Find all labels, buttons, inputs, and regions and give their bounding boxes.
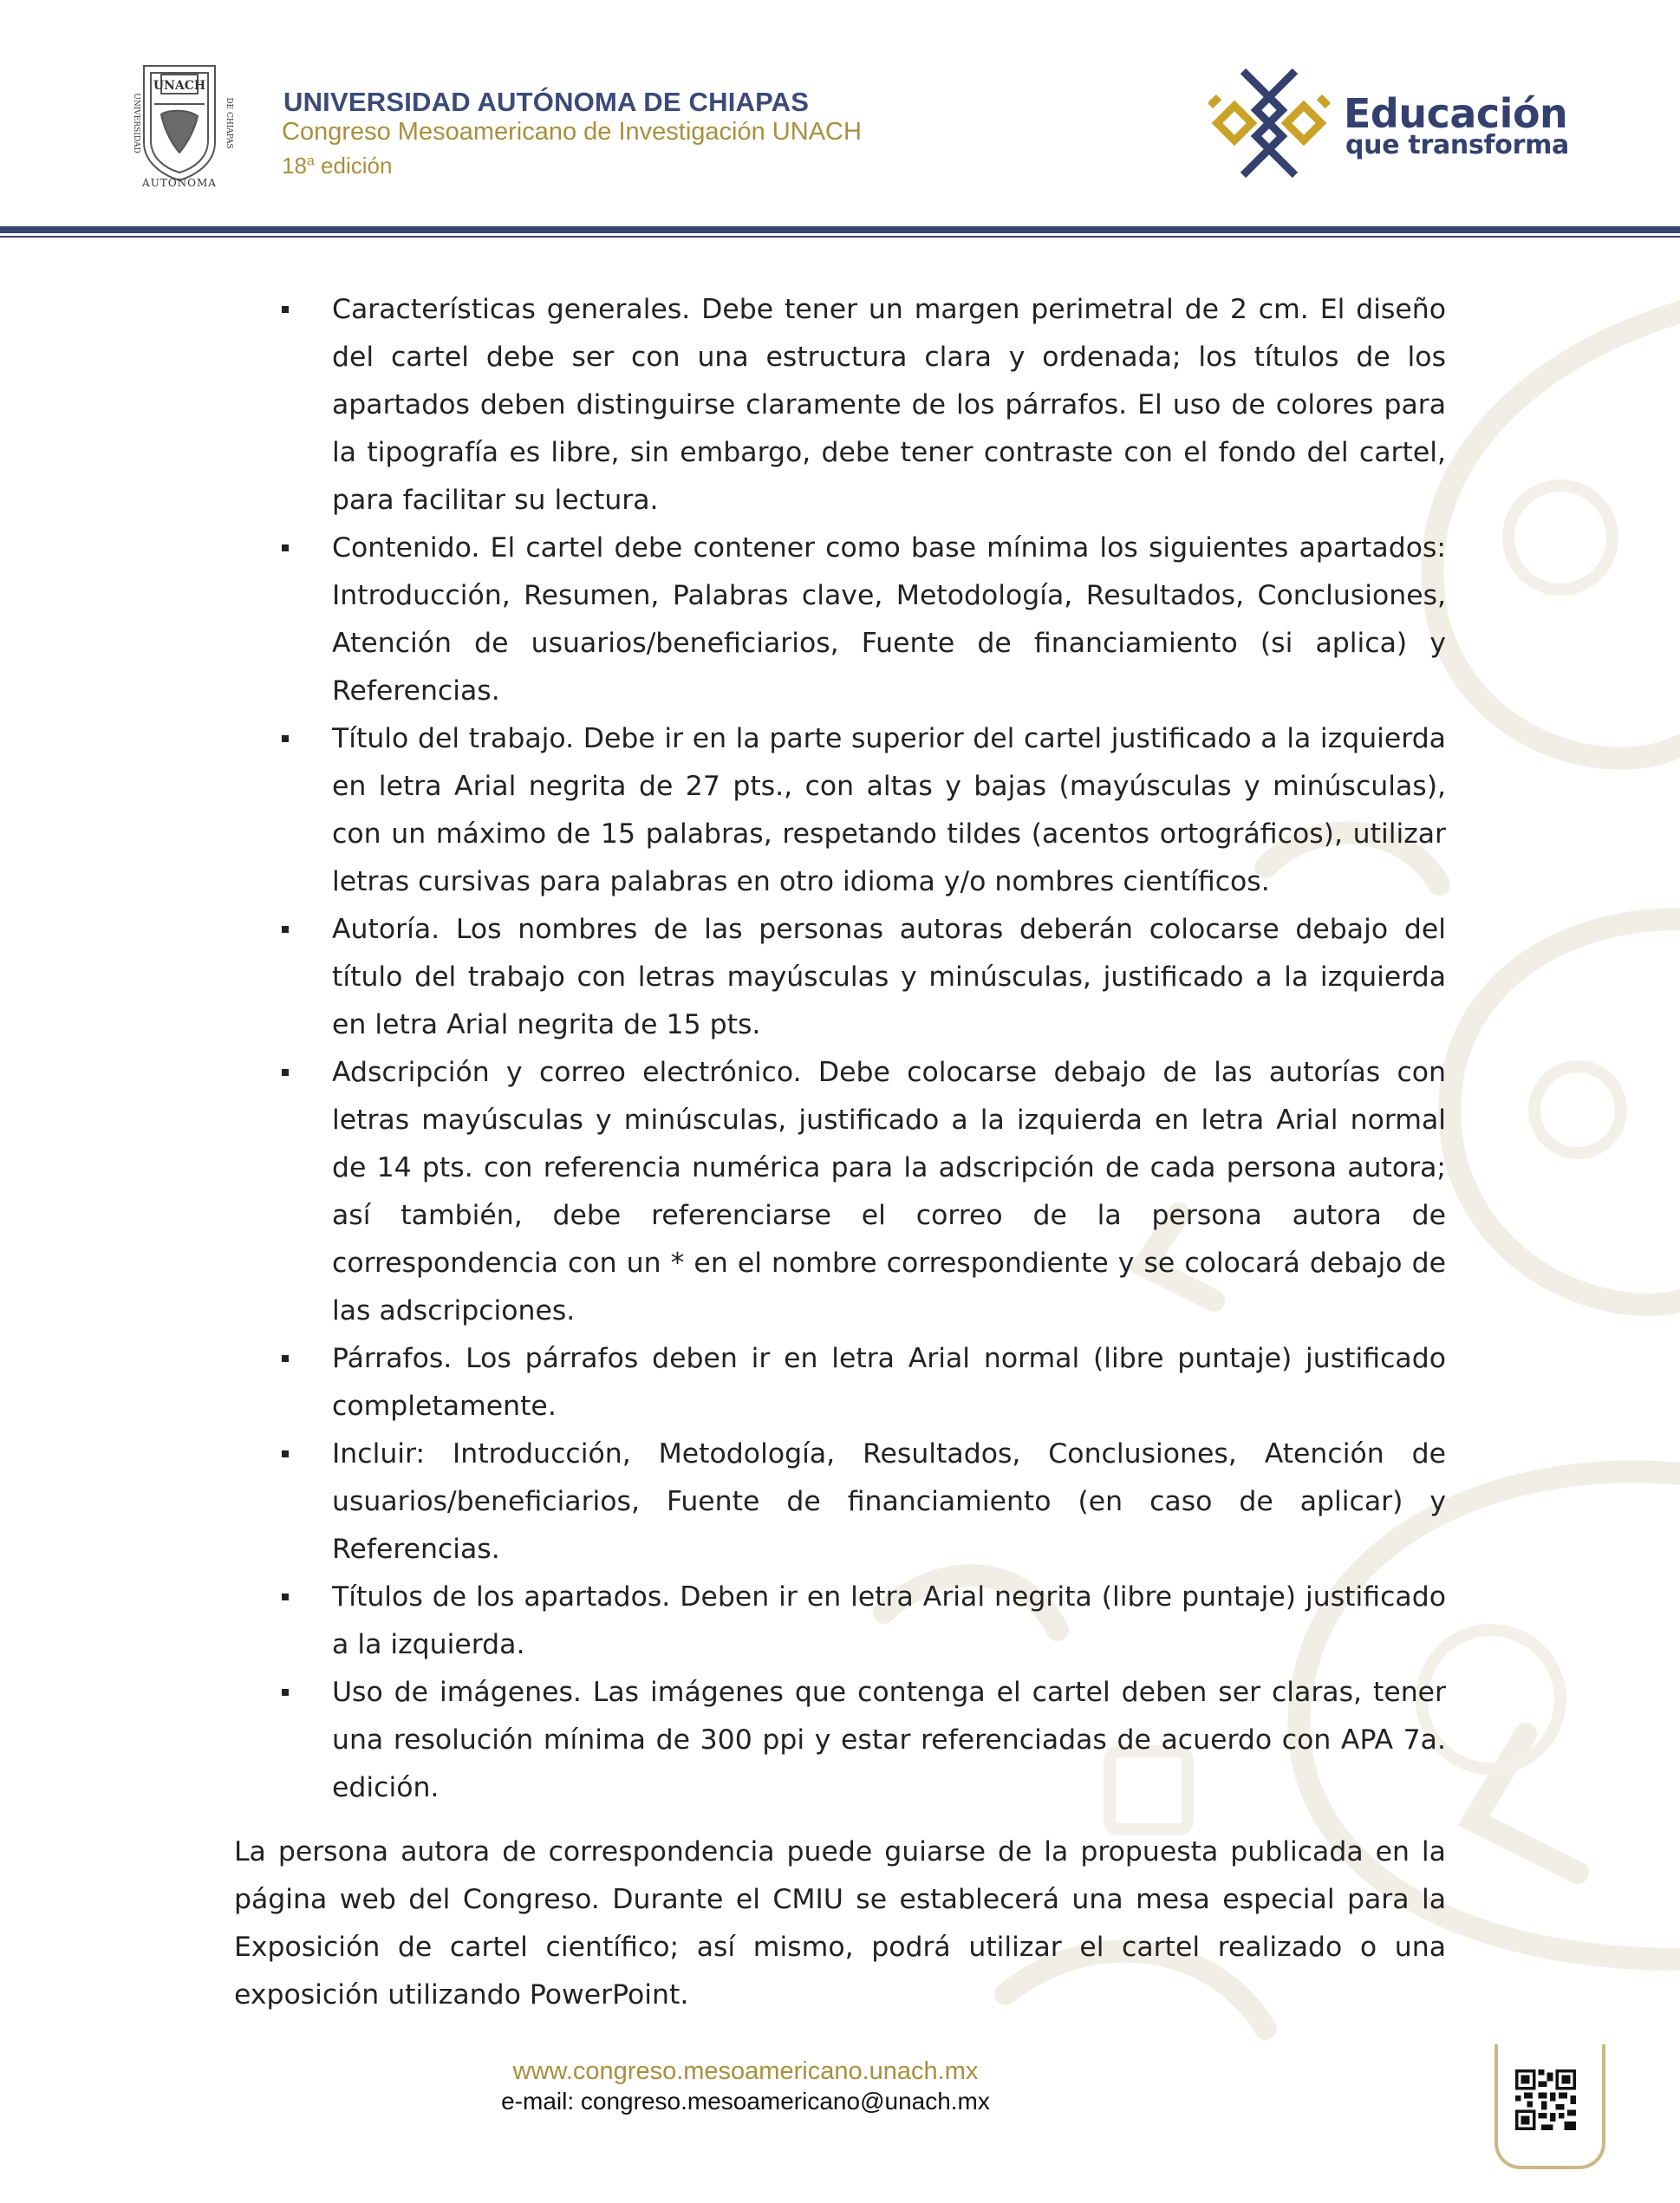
requirements-list — [234, 286, 1446, 1812]
list-item-text: Párrafos. Los párrafos deben ir en letra Arial normal (libre puntaje) justificado completamente. — [332, 1343, 1446, 1422]
list-item — [234, 1669, 1446, 1812]
slogan-line-2: que transforma — [1345, 130, 1569, 160]
list-item — [234, 1335, 1446, 1431]
bullet-marker — [282, 1689, 289, 1696]
seal-bottom-text: AUTONOMA — [142, 177, 217, 187]
list-item-text: Títulos de los apartados. Deben ir en letra Arial negrita (libre puntaje) justificado a la izquierda. — [332, 1581, 1446, 1660]
list-item — [234, 1431, 1446, 1574]
congress-name: Congreso Mesoamericano de Investigación UNACH — [282, 118, 862, 146]
bullet-marker — [282, 926, 289, 933]
document-body — [234, 286, 1446, 2047]
list-item-text: Título del trabajo. Debe ir en la parte superior del cartel justificado a la izquierda en letra Arial negrita de 27 pts., con altas y bajas (mayúsculas y minúsculas), con un máximo de 15 palabras, respetando tildes (acentos ortográficos), utilizar letras cursivas para palabras en otro idioma y/o nombres científicos. — [332, 723, 1446, 897]
page-header — [0, 0, 1680, 243]
header-rule-thin — [0, 236, 1680, 238]
header-rule-thick — [0, 226, 1680, 233]
bullet-marker — [282, 1594, 289, 1600]
list-item — [234, 525, 1446, 715]
footer-website-link[interactable]: www.congreso.mesoamericano.unach.mx — [512, 2057, 979, 2085]
list-item-text: Incluir: Introducción, Metodología, Resultados, Conclusiones, Atención de usuarios/beneficiarios, Fuente de financiamiento (en caso de aplicar) y Referencias. — [332, 1438, 1446, 1565]
bullet-marker — [282, 544, 289, 551]
edition-word: edición — [314, 153, 393, 179]
list-item-text: Contenido. El cartel debe contener como base mínima los siguientes apartados: Introducción, Resumen, Palabras clave, Metodología, Resultados, Conclusiones, Atención de usuarios/beneficiarios, Fuente de financiamiento (si aplica) y Referencias. — [332, 532, 1446, 707]
edition-superscript: a — [306, 153, 315, 169]
seal-top-text: UNACH — [153, 79, 206, 93]
seal-left-text: UNIVERSIDAD — [132, 93, 140, 153]
university-name: UNIVERSIDAD AUTÓNOMA DE CHIAPAS — [283, 87, 810, 117]
list-item-text: Autoría. Los nombres de las personas autoras deberán colocarse debajo del título del trabajo con letras mayúsculas y minúsculas, justificado a la izquierda en letra Arial negrita de 15 pts. — [332, 914, 1446, 1040]
footer-email[interactable]: e-mail: congreso.mesoamericano@unach.mx — [501, 2088, 990, 2115]
bullet-marker — [282, 1069, 289, 1076]
list-item — [234, 286, 1446, 525]
list-item — [234, 1049, 1446, 1335]
list-item-text: Adscripción y correo electrónico. Debe colocarse debajo de las autorías con letras mayúsculas y minúsculas, justificado a la izquierda en letra Arial normal de 14 pts. con referencia numérica para la adscripción de cada persona autora; así también, debe referenciarse el correo de la persona autora de correspondencia con un * en el nombre correspondiente y se colocará debajo de las adscripciones. — [332, 1057, 1446, 1326]
educacion-pattern-logo — [1208, 62, 1330, 184]
bullet-marker — [282, 1355, 289, 1362]
list-item-text: Características generales. Debe tener un margen perimetral de 2 cm. El diseño del cartel debe ser con una estructura clara y ordenada; los títulos de los apartados deben distinguirse claramente de los párrafos. El uso de colores para la tipografía es libre, sin embargo, debe tener contraste con el fondo del cartel, para facilitar su lectura. — [332, 294, 1446, 516]
edition-number: 18 — [282, 153, 307, 179]
list-item — [234, 906, 1446, 1049]
slogan-line-1: Educación — [1344, 90, 1568, 137]
bullet-marker — [282, 735, 289, 742]
qr-code-icon[interactable] — [1515, 2069, 1576, 2130]
list-item-text: Uso de imágenes. Las imágenes que contenga el cartel deben ser claras, tener una resolución mínima de 300 ppi y estar referenciadas de acuerdo con APA 7a. edición. — [332, 1677, 1446, 1803]
seal-right-text: DE CHIAPAS — [225, 97, 233, 149]
bullet-marker — [282, 1450, 289, 1457]
unach-seal-logo — [111, 59, 248, 187]
list-item — [234, 1574, 1446, 1669]
bullet-marker — [282, 306, 289, 313]
closing-paragraph: La persona autora de correspondencia puede guiarse de la propuesta publicada en la página web del Congreso. Durante el CMIU se establecerá una mesa especial para la Exposición de cartel científico; así mismo, podrá utilizar el cartel realizado o una exposición utilizando PowerPoint. — [234, 1836, 1446, 2011]
list-item — [234, 715, 1446, 906]
edition-label — [282, 153, 392, 179]
